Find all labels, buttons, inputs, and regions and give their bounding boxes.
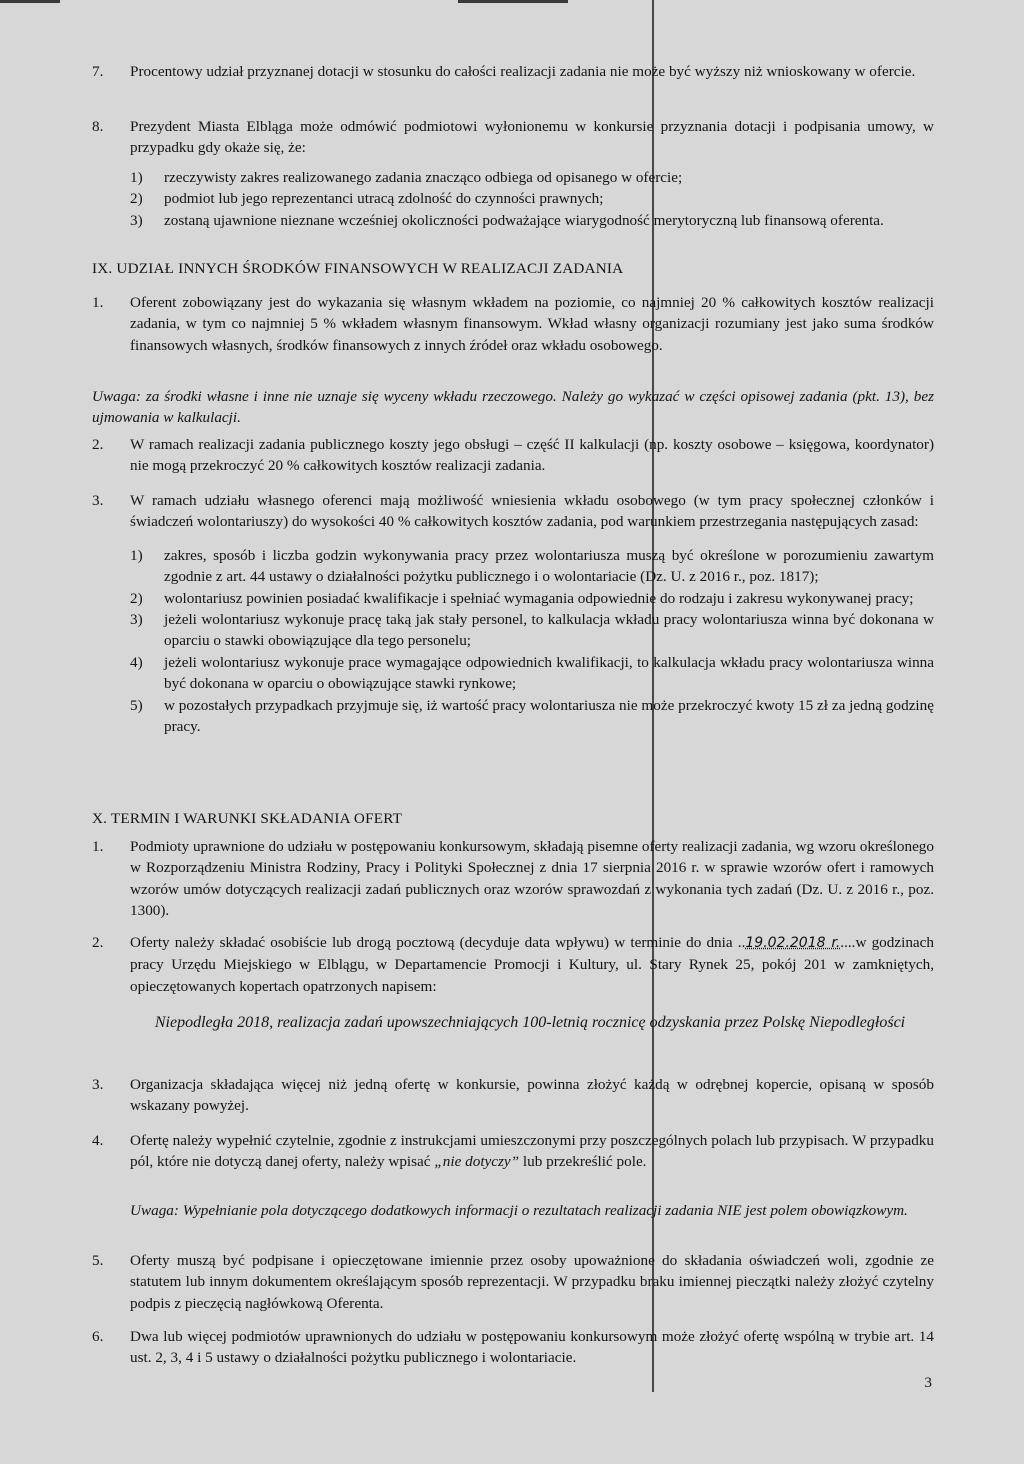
item-number: 2. bbox=[92, 436, 104, 453]
item-number: 1. bbox=[92, 294, 104, 311]
item-number: 6. bbox=[92, 1328, 104, 1345]
item-number: 4. bbox=[92, 1132, 104, 1149]
paragraph: Procentowy udział przyznanej dotacji w stosunku do całości realizacji zadania nie może być wyższy niż wnioskowany w ofercie. bbox=[130, 63, 916, 80]
section-10-5 bbox=[92, 1250, 934, 1314]
item-number: 2. bbox=[92, 934, 104, 951]
list-item: 3) zostaną ujawnione nieznane wcześniej okoliczności podważające wiarygodność merytoryczną lub finansową oferenta. bbox=[130, 211, 884, 229]
scan-edge-mark bbox=[458, 0, 568, 3]
section-heading: X. TERMIN I WARUNKI SKŁADANIA OFERT bbox=[92, 810, 403, 827]
list-item: 2) wolontariusz powinien posiadać kwalifikacje i spełniać wymagania odpowiednie do rodzaju i zakresu wykonywanej pracy; bbox=[130, 589, 914, 607]
section-10-3 bbox=[92, 1074, 934, 1117]
section-10-1 bbox=[92, 836, 934, 922]
section-9-3 bbox=[92, 490, 934, 737]
paragraph: Ofertę należy wypełnić czytelnie, zgodnie z instrukcjami umieszczonymi przy poszczególnych polach lub przypisach. W przypadku pól, które nie dotyczą danej oferty, należy wpisać „nie dotyczy” lub przekreślić pole. bbox=[130, 1132, 934, 1171]
section-heading: IX. UDZIAŁ INNYCH ŚRODKÓW FINANSOWYCH W REALIZACJI ZADANIA bbox=[92, 260, 624, 277]
section-9-2 bbox=[92, 434, 934, 477]
paragraph: W ramach udziału własnego oferenci mają możliwość wniesienia wkładu osobowego (w tym pracy społecznej członków i świadczeń wolontariuszy) do wysokości 40 % całkowitych kosztów zadania, pod warunkiem przestrzegania następujących zasad: bbox=[130, 492, 934, 531]
paragraph: Prezydent Miasta Elbląga może odmówić podmiotowi wyłonionemu w konkursie przyznania dotacji i podpisania umowy, w przypadku gdy okaże się, że: bbox=[130, 118, 934, 157]
list-item: 5) w pozostałych przypadkach przyjmuje się, iż wartość pracy wolontariusza nie może przekroczyć kwoty 15 zł za jedną godzinę pracy. bbox=[130, 696, 934, 736]
item-number: 1. bbox=[92, 838, 104, 855]
item-number: 3. bbox=[92, 492, 104, 509]
list-item: 1) zakres, sposób i liczba godzin wykonywania pracy przez wolontariusza muszą być określone w porozumieniu zawartym zgodnie z art. 44 ustawy o działalności pożytku publicznego i o wolontariacie (Dz. U. z 2016 r., poz. 1817); bbox=[130, 546, 934, 586]
scan-edge-mark bbox=[0, 0, 60, 3]
paragraph: Oferty muszą być podpisane i opieczętowane imiennie przez osoby upoważnione do składania oświadczeń woli, zgodnie ze statutem lub innym dokumentem określającym sposób reprezentacji. W przypadku braku imiennej pieczątki należy złożyć czytelny podpis z pieczęcią nagłówkową Oferenta. bbox=[130, 1252, 934, 1312]
envelope-label: Niepodległa 2018, realizacja zadań upowszechniających 100-letnią rocznicę odzyskania przez Polskę Niepodległości bbox=[154, 1014, 906, 1031]
section-8 bbox=[92, 116, 934, 231]
paragraph: Dwa lub więcej podmiotów uprawnionych do udziału w postępowaniu konkursowym może złożyć ofertę wspólną w trybie art. 14 ust. 2, 3, 4 i 5 ustawy o działalności pożytku publicznego i wolontariacie. bbox=[130, 1328, 934, 1367]
note: Uwaga: Wypełnianie pola dotyczącego dodatkowych informacji o rezultatach realizacji zadania NIE jest polem obowiązkowym. bbox=[130, 1202, 908, 1219]
item-number: 5. bbox=[92, 1252, 104, 1269]
page-number: 3 bbox=[924, 1374, 932, 1391]
list-item: 1) rzeczywisty zakres realizowanego zadania znacząco odbiega od opisanego w ofercie; bbox=[130, 168, 683, 186]
section-10-6 bbox=[92, 1326, 934, 1369]
handwritten-date: 19.02.2018 r. bbox=[745, 935, 841, 951]
section-10-2 bbox=[92, 932, 934, 997]
section-9-1 bbox=[92, 292, 934, 356]
item-number: 8. bbox=[92, 118, 104, 135]
note: Uwaga: za środki własne i inne nie uznaje się wyceny wkładu rzeczowego. Należy go wykazać w części opisowej zadania (pkt. 13), bez ujmowania w kalkulacji. bbox=[92, 388, 934, 427]
paragraph: Oferent zobowiązany jest do wykazania się własnym wkładem na poziomie, co najmniej 20 % całkowitych kosztów realizacji zadania, w tym co najmniej 5 % wkładem własnym finansowym. Wkład własny organizacji rozumiany jest jako suma środków finansowych własnych, środków finansowych z innych źródeł oraz wkładu osobowego. bbox=[130, 294, 934, 354]
list-item: 4) jeżeli wolontariusz wykonuje prace wymagające odpowiednich kwalifikacji, to kalkulacja wkładu pracy wolontariusza winna być dokonana w oparciu o obowiązujące stawki rynkowe; bbox=[130, 653, 934, 693]
item-number: 3. bbox=[92, 1076, 104, 1093]
paragraph: Organizacja składająca więcej niż jedną ofertę w konkursie, powinna złożyć każdą w odrębnej kopercie, opisaną w sposób wskazany powyżej. bbox=[130, 1076, 934, 1115]
paragraph: W ramach realizacji zadania publicznego koszty jego obsługi – część II kalkulacji (np. koszty osobowe – księgowa, koordynator) nie mogą przekroczyć 20 % całkowitych kosztów realizacji zadania. bbox=[130, 436, 934, 475]
item-number: 7. bbox=[92, 63, 104, 80]
section-7 bbox=[92, 61, 934, 82]
section-10-4 bbox=[92, 1130, 934, 1173]
list-item: 3) jeżeli wolontariusz wykonuje pracę taką jak stały personel, to kalkulacja wkładu pracy wolontariusza winna być dokonana w oparciu o stawki obowiązujące dla tego personelu; bbox=[130, 611, 934, 650]
paragraph: Oferty należy składać osobiście lub drogą pocztową (decyduje data wpływu) w terminie do dnia ..19.02.2018 r.....w godzinach pracy Urzędu Miejskiego w Elblągu, w Departamencie Promocji i Kultury, ul. Stary Rynek 25, pokój 201 w zamkniętych, opieczętowanych kopertach opatrzonych napisem: bbox=[130, 934, 934, 995]
list-item: 2) podmiot lub jego reprezentanci utracą zdolność do czynności prawnych; bbox=[130, 190, 604, 208]
paragraph: Podmioty uprawnione do udziału w postępowaniu konkursowym, składają pisemne oferty realizacji zadania, wg wzoru określonego w Rozporządzeniu Ministra Rodziny, Pracy i Polityki Społecznej z dnia 17 sierpnia 2016 r. w sprawie wzorów ofert i ramowych wzorów umów dotyczących realizacji zadań publicznych oraz wzorów sprawozdań z wykonania tych zadań (Dz. U. z 2016 r., poz. 1300). bbox=[130, 838, 934, 920]
